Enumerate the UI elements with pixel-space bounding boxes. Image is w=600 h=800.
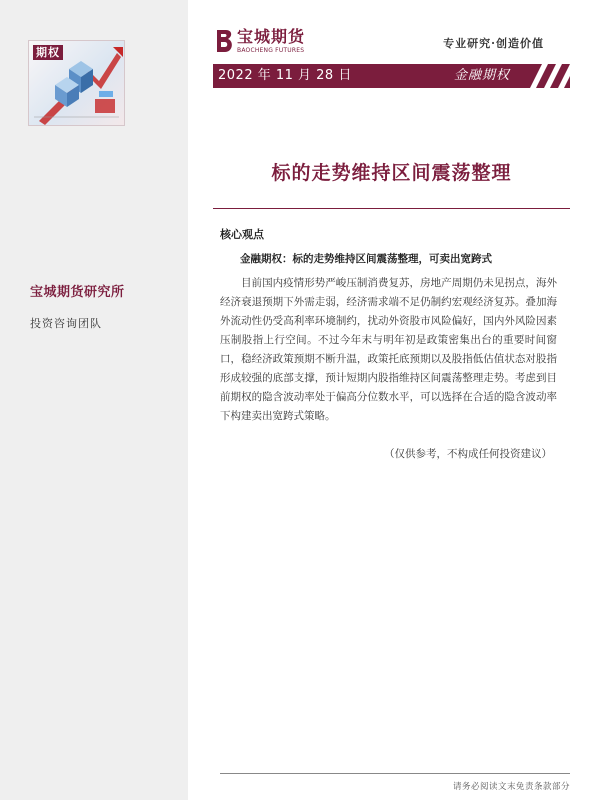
disclaimer: （仅供参考，不构成任何投资建议） [384,448,552,460]
footer-divider [220,773,570,774]
section-heading: 核心观点 [220,228,264,241]
logo-text-cn: 宝城期货 [237,27,306,46]
title-divider [213,208,570,209]
banner-stripes-icon [530,64,570,88]
body-paragraph: 目前国内疫情形势严峻压制消费复苏，房地产周期仍未见拐点，海外经济衰退预期下外需走弱，经济需求端不足仍制约宏观经济复苏。叠加海外流动性仍受高利率环境制约，扰动外资股市风险偏好，国内外风险因素压制股指上行空间。不过今年末与明年初是政策密集出台的重要时间窗口，稳经济政策预期不断升温，政策托底预期以及股指低估值状态对股指形成较强的底部支撑，预计短期内股指维持区间震荡整理走势。考虑到目前期权的隐含波动率处于偏高分位数水平，可以选择在合适的隐含波动率下构建卖出宽跨式策略。 [220,277,557,422]
footer-note: 请务必阅读文末免责条款部分 [452,782,570,792]
lead-summary: 金融期权：标的走势维持区间震荡整理，可卖出宽跨式 [240,253,492,265]
cover-image [28,40,125,126]
sidebar-organization: 宝城期货研究所 [30,285,125,300]
slogan: 专业研究·创造价值 [443,37,544,50]
sidebar-team: 投资咨询团队 [30,317,102,330]
company-logo [213,28,323,56]
logo-text-en: BAOCHENG FUTURES [237,47,305,54]
logo-mark-icon [213,28,235,54]
date-banner [213,64,570,88]
report-category: 金融期权 [453,68,510,83]
sidebar [0,0,188,800]
cover-badge: 期权 [33,45,63,60]
report-title: 标的走势维持区间震荡整理 [271,162,512,184]
report-date: 2022 年 11 月 28 日 [218,68,352,83]
